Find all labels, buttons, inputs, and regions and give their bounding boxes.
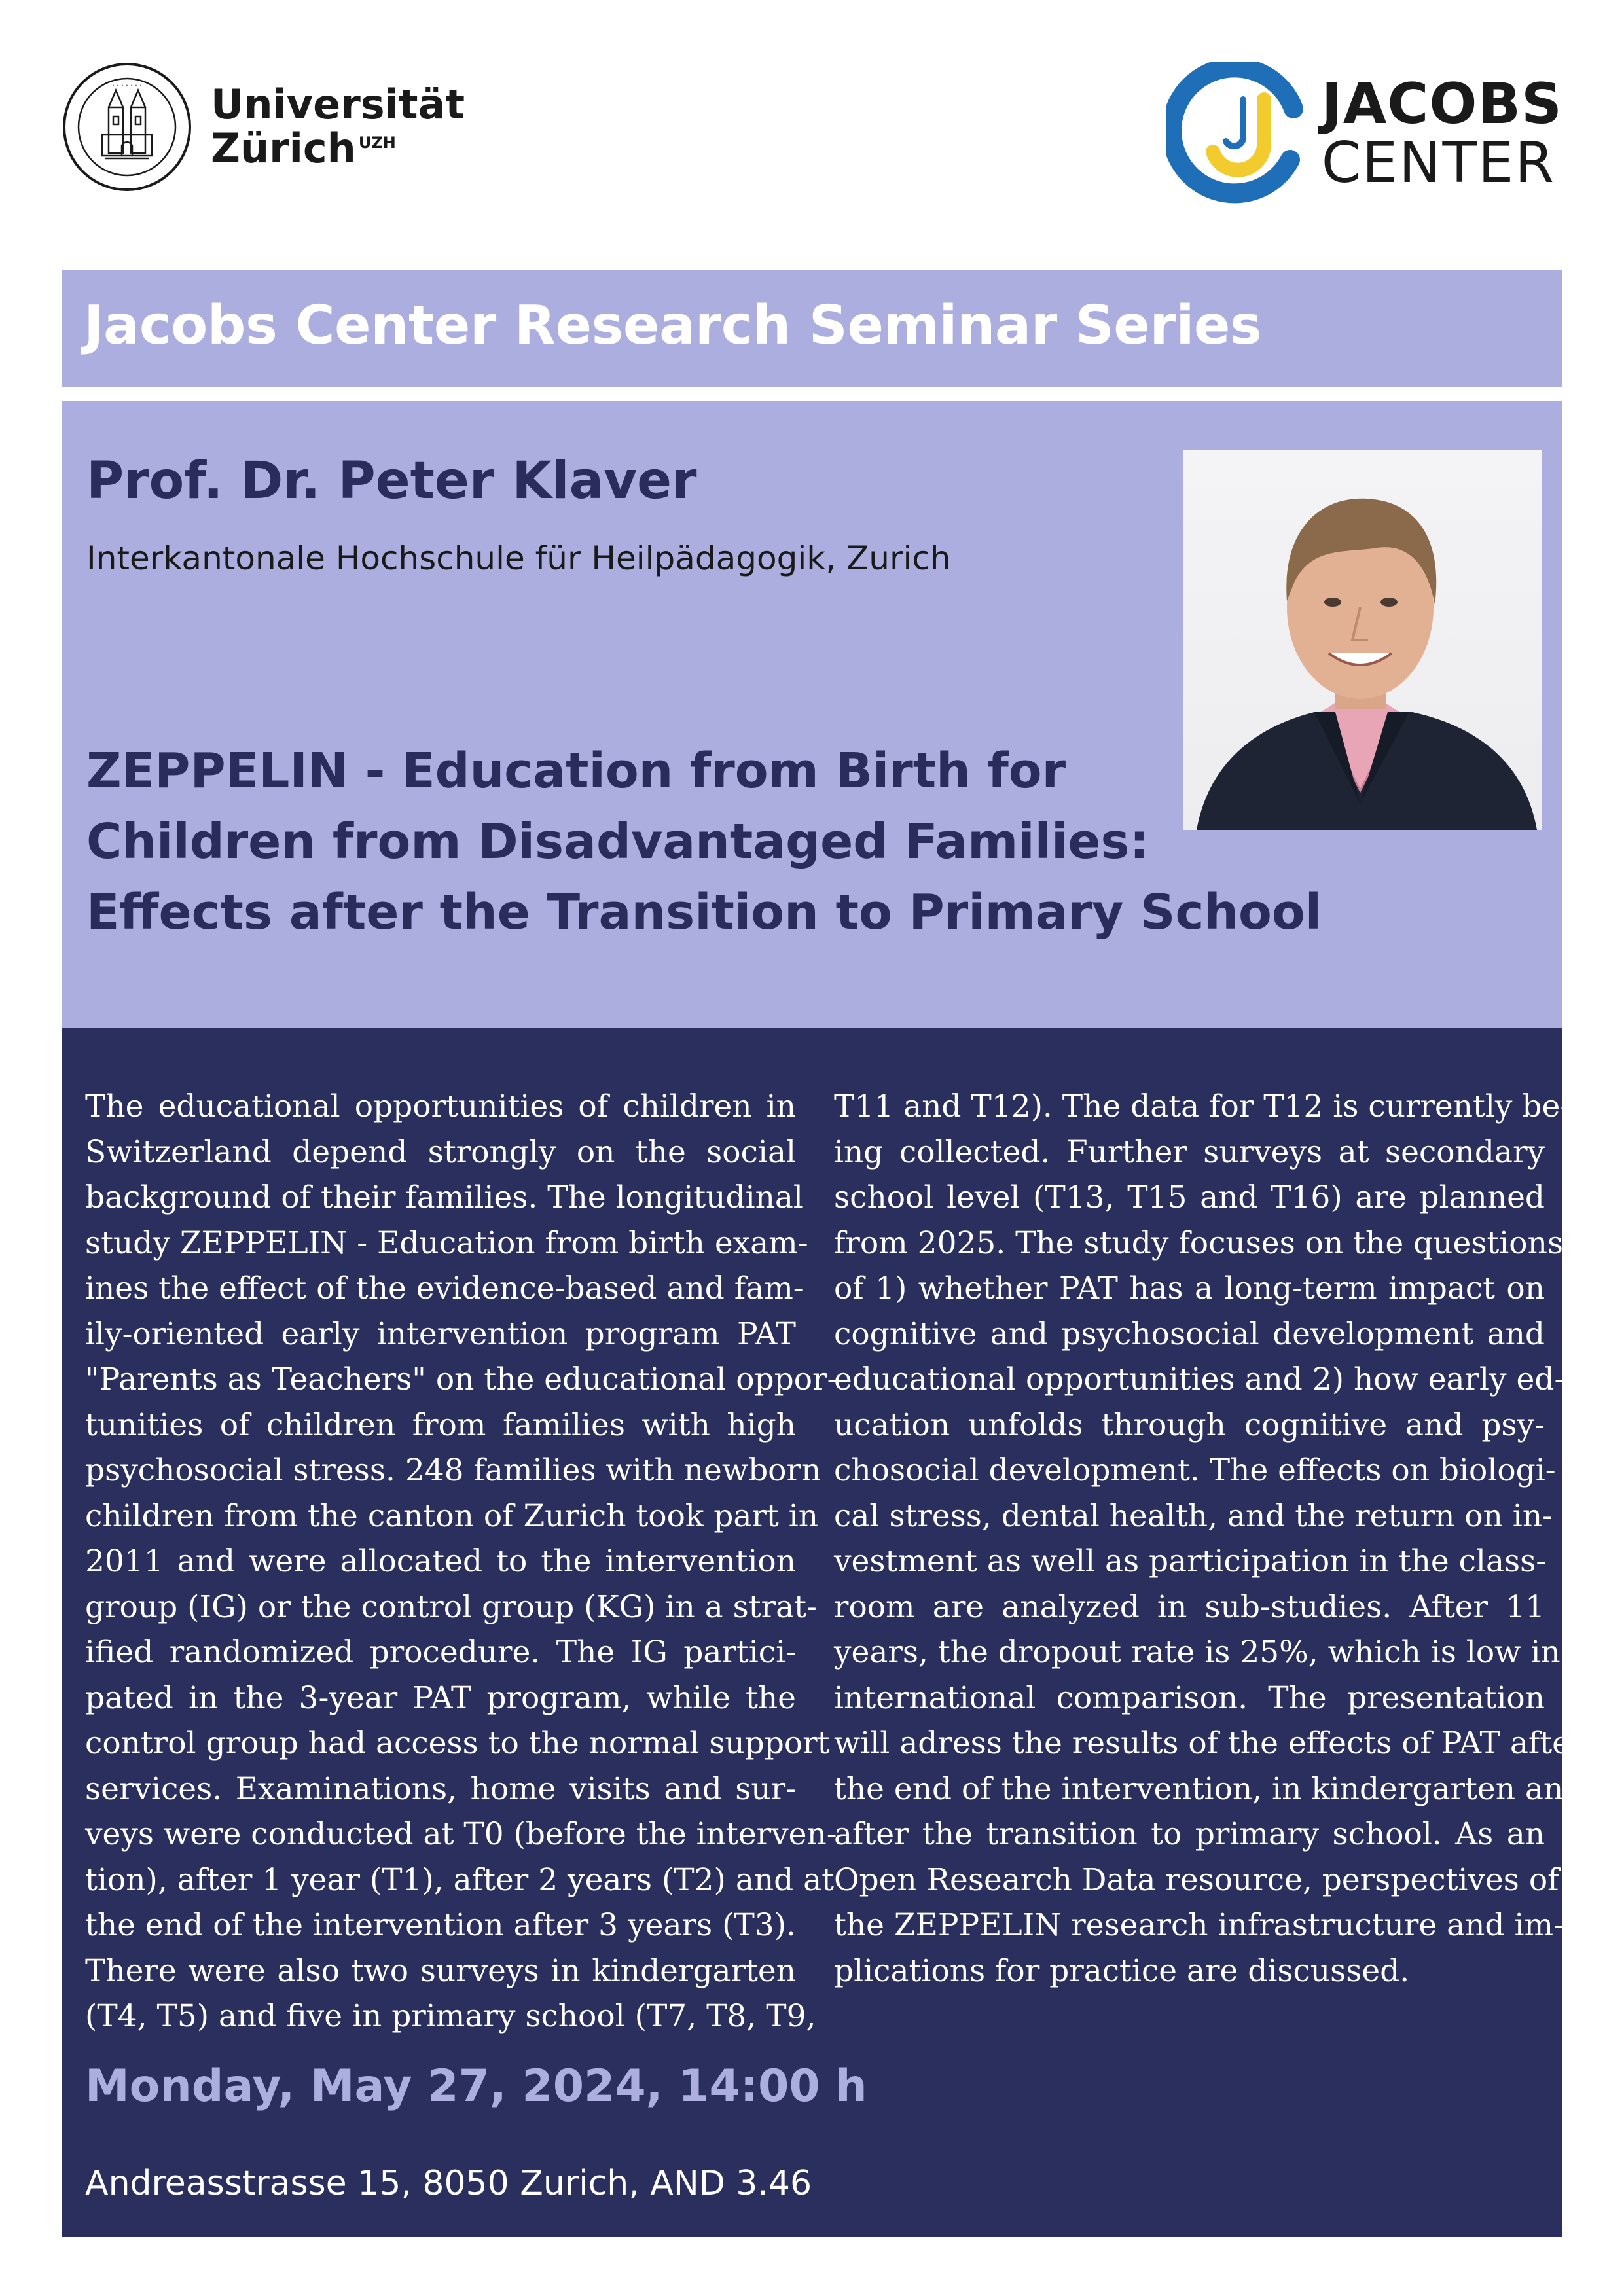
- abstract-line: chosocial development. The effects on biologi-: [834, 1452, 1556, 1488]
- series-banner: [62, 270, 1562, 387]
- talk-title: [86, 736, 1322, 948]
- abstract-line: international comparison. The presentation: [834, 1679, 1545, 1716]
- talk-title-line: Effects after the Transition to Primary School: [86, 884, 1322, 941]
- abstract-line: will adress the results of the effects of PAT after: [834, 1725, 1585, 1761]
- abstract-line: T11 and T12). The data for T12 is currently be-: [834, 1088, 1571, 1124]
- abstract-line: the ZEPPELIN research infrastructure and im-: [834, 1907, 1564, 1943]
- abstract-line: group (IG) or the control group (KG) in a strat-: [85, 1588, 817, 1625]
- abstract-line: Switzerland depend strongly on the social: [85, 1134, 796, 1170]
- abstract-line: ing collected. Further surveys at secondary: [834, 1134, 1545, 1170]
- abstract-line: control group had access to the normal support: [85, 1725, 830, 1761]
- abstract-line: years, the dropout rate is 25%, which is low in: [834, 1634, 1561, 1670]
- uzh-logo: [62, 62, 465, 192]
- jacobs-line1: JACOBS: [1321, 71, 1562, 137]
- series-title: Jacobs Center Research Seminar Series: [84, 295, 1262, 357]
- abstract-line: of 1) whether PAT has a long-term impact on: [834, 1270, 1545, 1306]
- jacobs-mark-icon: [1166, 62, 1310, 206]
- jacobs-center-logo: [1166, 62, 1562, 206]
- abstract-section: [62, 1028, 1585, 2237]
- uzh-line2: [211, 124, 465, 172]
- abstract-line: ucation unfolds through cognitive and psy-: [834, 1407, 1545, 1443]
- speaker-section: [62, 401, 1562, 1028]
- abstract-column-left: [85, 1084, 838, 2039]
- abstract-line: study ZEPPELIN - Education from birth exam-: [85, 1225, 808, 1261]
- abstract-line: ines the effect of the evidence-based and fam-: [85, 1270, 804, 1306]
- abstract-line: children from the canton of Zurich took part in: [85, 1498, 819, 1534]
- speaker-portrait-image: [1183, 450, 1542, 830]
- abstract-line: tion), after 1 year (T1), after 2 years (T2) and at: [85, 1861, 835, 1898]
- abstract-line: vestment as well as participation in the class-: [834, 1543, 1547, 1579]
- jacobs-line2: CENTER: [1321, 130, 1556, 196]
- speaker-photo: [1183, 450, 1542, 830]
- abstract-line: the end of the intervention, in kindergarten and: [834, 1770, 1583, 1807]
- event-location: Andreasstrasse 15, 8050 Zurich, AND 3.46: [85, 2164, 812, 2203]
- speaker-name: Prof. Dr. Peter Klaver: [86, 452, 697, 511]
- abstract-line: Open Research Data resource, perspectives of: [834, 1861, 1559, 1898]
- talk-title-line: Children from Disadvantaged Families:: [86, 814, 1149, 870]
- abstract-line: tunities of children from families with high: [85, 1407, 796, 1443]
- abstract-line: pated in the 3-year PAT program, while the: [85, 1679, 796, 1716]
- abstract-column-right: [834, 1084, 1585, 1994]
- abstract-line: after the transition to primary school. As an: [834, 1816, 1545, 1852]
- abstract-line: educational opportunities and 2) how early ed-: [834, 1361, 1565, 1397]
- speaker-institution: Interkantonale Hochschule für Heilpädagogik, Zurich: [86, 539, 951, 577]
- abstract-line: "Parents as Teachers" on the educational oppor-: [85, 1361, 838, 1397]
- abstract-line: ified randomized procedure. The IG partici-: [85, 1634, 796, 1670]
- abstract-line: background of their families. The longitudinal: [85, 1179, 803, 1215]
- abstract-line: There were also two surveys in kindergarten: [85, 1952, 796, 1989]
- uzh-superscript: UZH: [358, 134, 396, 152]
- abstract-line: cognitive and psychosocial development and: [834, 1316, 1545, 1352]
- uzh-seal-icon: [62, 62, 192, 192]
- abstract-line: school level (T13, T15 and T16) are planned: [834, 1179, 1545, 1215]
- abstract-line: the end of the intervention after 3 years (T3).: [85, 1907, 796, 1943]
- event-date: Monday, May 27, 2024, 14:00 h: [85, 2060, 867, 2112]
- jacobs-wordmark: [1321, 71, 1562, 196]
- abstract-line: cal stress, dental health, and the return on in-: [834, 1498, 1553, 1534]
- abstract-line: ily-oriented early intervention program PAT: [85, 1316, 796, 1352]
- uzh-line1: Universität: [211, 81, 465, 129]
- abstract-line: services. Examinations, home visits and sur-: [85, 1770, 796, 1807]
- abstract-line: psychosocial stress. 248 families with newborn: [85, 1452, 821, 1488]
- abstract-line: room are analyzed in sub-studies. After 11: [834, 1588, 1545, 1625]
- abstract-line: plications for practice are discussed.: [834, 1952, 1410, 1989]
- uzh-wordmark: [211, 83, 465, 171]
- abstract-line: from 2025. The study focuses on the questions: [834, 1225, 1563, 1261]
- abstract-line: veys were conducted at T0 (before the interven-: [85, 1816, 837, 1852]
- abstract-line: The educational opportunities of children in: [85, 1088, 796, 1124]
- abstract-line: 2011 and were allocated to the intervention: [85, 1543, 796, 1579]
- talk-title-line: ZEPPELIN - Education from Birth for: [86, 743, 1066, 799]
- abstract-line: (T4, T5) and five in primary school (T7, T8, T9,: [85, 1998, 816, 2034]
- uzh-city: Zürich: [211, 124, 356, 172]
- svg-text:· · · · · · ·: · · · · · · ·: [112, 81, 142, 90]
